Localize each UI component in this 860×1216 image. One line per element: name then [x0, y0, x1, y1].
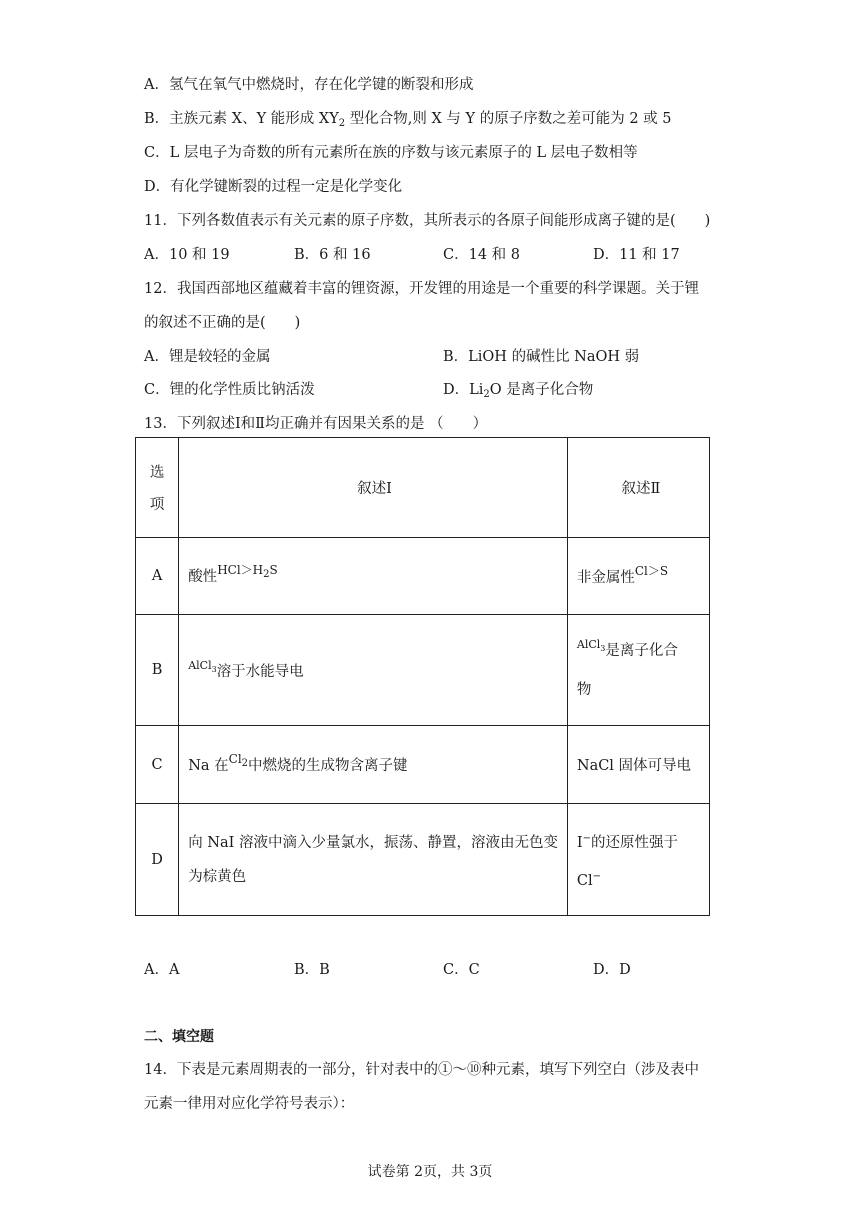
q13-row-d-option: D [136, 804, 179, 916]
q13-option-b: B．B [294, 962, 330, 978]
q13-row-a-option: A [136, 538, 179, 615]
q12-option-c: C．锂的化学性质比钠活泼 [144, 382, 315, 398]
table-row [136, 804, 710, 916]
q13-row-d-s2-line1 [577, 822, 705, 860]
section-heading: 二、填空题 [144, 1029, 214, 1045]
q13-stem: 13．下列叙述Ⅰ和Ⅱ均正确并有因果关系的是 （ ） [144, 416, 488, 432]
q13-row-a-s1-formula-wrap [217, 563, 278, 580]
q13-row-b-option: B [136, 615, 179, 726]
q11-option-c: C．14 和 8 [443, 247, 520, 263]
q10-option-c: C．L 层电子为奇数的所有元素所在族的序数与该元素原子的 L 层电子数相等 [144, 145, 638, 161]
q13-row-d-statement1 [179, 804, 568, 916]
q13-row-b-s1-formula: AlCl [188, 658, 212, 672]
page-footer: 试卷第 2页，共 3页 [367, 1164, 493, 1180]
q13-row-d-s2-pre: I [576, 834, 583, 851]
q13-row-b-s2-sub: 3 [600, 643, 606, 653]
q13-row-b-statement2 [567, 615, 709, 726]
q13-row-d-s2-line2-sup: − [592, 870, 601, 882]
q12-stem-line2: 的叙述不正确的是( ) [144, 315, 301, 331]
q13-row-a-s1-post: S [269, 563, 278, 577]
q13-row-d-s2-line2-text: Cl [576, 872, 593, 889]
q13-row-b-s2-post: 是离子化合 [605, 642, 678, 659]
q13-row-a-s1-formula: HCl＞H [217, 563, 264, 577]
q13-row-c-s1-formula: Cl [228, 751, 242, 766]
q10-option-b-pre: B．主族元素 X、Y 能形成 XY [144, 111, 339, 127]
q13-header-statement1: 叙述Ⅰ [179, 438, 568, 538]
q13-row-d-s2-sup: − [582, 832, 591, 844]
q13-row-c-s1-post: 中燃烧的生成物含离子键 [248, 757, 408, 774]
q13-row-a-statement2 [567, 538, 709, 615]
q13-row-b-s2-line1 [577, 634, 705, 673]
q14-stem-line1: 14．下表是元素周期表的一部分，针对表中的①～⑩种元素，填写下列空白（涉及表中 [144, 1062, 699, 1078]
q12-option-b: B．LiOH 的碱性比 NaOH 弱 [443, 349, 640, 365]
q13-option-d: D．D [593, 962, 631, 978]
table-row [136, 726, 710, 804]
q13-row-b-s1-post: 溶于水能导电 [216, 663, 304, 680]
q13-row-a-s1-sub: 2 [263, 569, 270, 580]
q14-stem-line2: 元素一律用对应化学符号表示）： [144, 1096, 355, 1112]
q12-option-d [443, 378, 593, 400]
q10-option-b [144, 107, 671, 129]
q10-option-b-post: 型化合物,则 X 与 Y 的原子序数之差可能为 2 或 5 [345, 111, 672, 127]
q13-row-d-s2-line2 [577, 860, 705, 898]
table-row [136, 538, 710, 615]
q13-row-a-s2-pre: 非金属性 [576, 569, 635, 586]
q12-option-d-pre: D．Li [443, 382, 484, 398]
q12-stem-line1: 12．我国西部地区蕴藏着丰富的锂资源，开发锂的用途是一个重要的科学课题。关于锂 [144, 281, 699, 297]
q13-row-b-s1-formula-wrap [188, 659, 217, 672]
q13-option-c: C．C [443, 962, 480, 978]
q13-header-option [136, 438, 179, 538]
q13-row-c-s1-formula-wrap [228, 751, 249, 769]
q13-option-a: A．A [144, 962, 180, 978]
q12-option-d-sub: 2 [483, 389, 490, 400]
q13-row-d-statement2 [567, 804, 709, 916]
q13-header-statement2: 叙述Ⅱ [567, 438, 709, 538]
q10-option-b-sub: 2 [338, 118, 346, 129]
q13-table [135, 437, 710, 916]
q13-row-c-s1-sub: 2 [241, 757, 249, 769]
q13-row-b-s2-formula: AlCl [576, 637, 601, 651]
q13-row-b-statement1 [179, 615, 568, 726]
q10-option-a: A．氢气在氧气中燃烧时，存在化学键的断裂和形成 [144, 77, 474, 93]
q13-header-option-line1: 选 [149, 464, 165, 481]
q13-header-option-line2: 项 [149, 496, 165, 513]
q12-option-d-post: O 是离子化合物 [489, 382, 594, 398]
q13-row-c-s1-pre: Na 在 [188, 757, 229, 774]
table-row [136, 615, 710, 726]
q13-row-d-s1-line1: 向 NaI 溶液中滴入少量氯水，振荡、静置，溶液由无色变 [188, 834, 558, 851]
q11-stem: 11．下列各数值表示有关元素的原子序数，其所表示的各原子间能形成离子键的是( ) [144, 213, 711, 229]
q13-row-a-s1-pre: 酸性 [188, 569, 218, 585]
q13-row-a-statement1 [179, 538, 568, 615]
q13-row-c-option: C [136, 726, 179, 804]
q13-table-header-row [136, 438, 710, 538]
q11-option-b: B．6 和 16 [294, 247, 371, 263]
q13-row-a-s2-formula: Cl＞S [634, 563, 669, 578]
q13-row-b-s2-formula-wrap [577, 638, 606, 651]
q13-row-b-s1-sub: 3 [211, 664, 217, 674]
q13-row-c-statement1 [179, 726, 568, 804]
q13-row-b-s2-line2: 物 [576, 681, 592, 698]
q11-option-a: A．10 和 19 [144, 247, 230, 263]
q11-option-d: D．11 和 17 [593, 247, 680, 263]
q13-row-d-s2-post: 的还原性强于 [591, 834, 678, 851]
q13-row-d-s1-line2: 为棕黄色 [188, 868, 247, 885]
q10-option-d: D．有化学键断裂的过程一定是化学变化 [144, 179, 403, 195]
q13-row-c-statement2: NaCl 固体可导电 [567, 726, 709, 804]
q12-option-a: A．锂是较轻的金属 [144, 349, 271, 365]
